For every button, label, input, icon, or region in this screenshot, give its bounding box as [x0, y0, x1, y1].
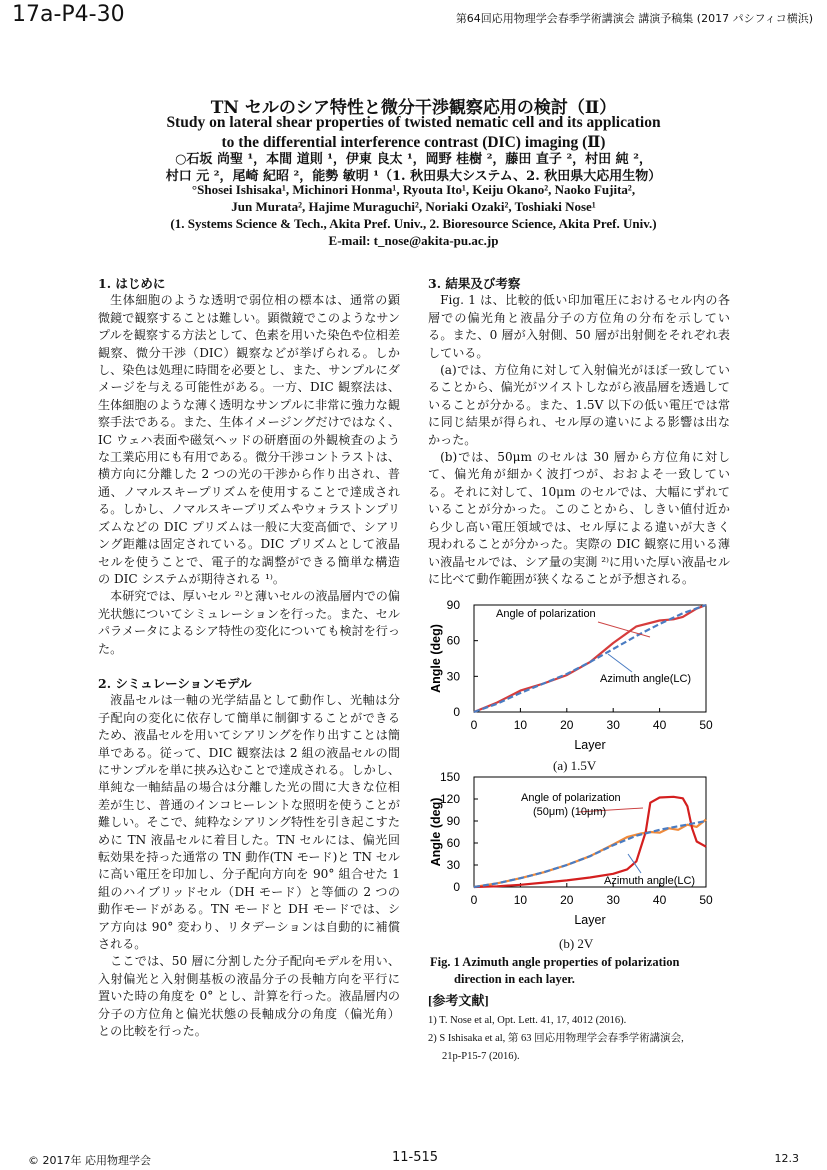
- references-heading: [参考文献]: [428, 993, 489, 1008]
- y-tick-label: 150: [439, 770, 460, 784]
- section-heading-results: 3. 結果及び考察: [428, 276, 521, 291]
- left-column: [98, 275, 400, 1040]
- x-tick-label: 10: [513, 893, 528, 907]
- x-tick-label: 0: [470, 893, 478, 907]
- x-tick-label: 10: [513, 718, 528, 732]
- annotation-leader: [608, 654, 632, 672]
- x-axis-label: Layer: [574, 738, 606, 752]
- results-paragraph-1: Fig. 1 は、比較的低い印加電圧におけるセル内の各層での偏光角と液晶分子の方位角の分布を示している。また、0 層が入射側、50 層が出射側をそれぞれ表している。: [428, 293, 730, 360]
- y-tick-label: 30: [446, 669, 460, 684]
- chart-b-svg: [428, 770, 728, 948]
- x-tick-label: 0: [470, 718, 478, 732]
- chart-a: [428, 600, 728, 782]
- paper-id: 17a-P4-30: [12, 2, 125, 27]
- x-tick-label: 20: [560, 718, 574, 732]
- annotation-label: Angle of polarization: [496, 608, 596, 620]
- x-tick-label: 20: [560, 893, 574, 907]
- x-tick-label: 50: [699, 718, 713, 732]
- simulation-paragraph-2: ここでは、50 層に分割した分子配向モデルを用い、入射偏光と入射側基板の液晶分子の長軸方向を平行に置いた時の角度を 0° とし、計算を行った。液晶層内の分子の方位角と偏光状態の長軸成分の角度（偏光角）との比較を行った。: [98, 954, 400, 1039]
- results-paragraph-3: (b)では、50μm のセルは 30 層から方位角に対して、偏光角が細かく波打つが、おおよそ一致している。それに対して、10μm のセルでは、大幅にずれていることが分かった。このことから、しきい値付近から少し高い電圧領域では、セル厚による違いが大きく現われることが分かった。実際の DIC 観察に用いる薄い液晶セルでは、シア量の実測 ²⁾に用いた厚い液晶セルに比べて動作範囲が狭くなることが予想される。: [428, 450, 730, 586]
- simulation-paragraph-1: 液晶セルは一軸の光学結晶として動作し、光軸は分子配向の変化に依存して簡単に制御することができるため、液晶セルを用いてシアリングを作り出すことは簡単である。従って、DIC 観察法は 2 組の液晶セルの間にサンプルを単に挟み込むことで達成される。しかし、単純な一軸結晶の場合は分離した光の間に大きな位相差が生じ、普通のインコヒーレントな照明を使うことが難しい。そこで、純粋なシアリング特性を引き起こすために TN 液晶セルに着目した。TN セルには、偏光回転効果を持った通常の TN 動作(TN モード)と TN セルに高い電圧を印加し、分子配向方向を 90° 組合せた 1 組のハイブリッドセル（DH モード）と等価の 2 つの動作モードがある。TN モードと DH モードでは、シア方向は 90° 変わり、リタデーションは自動的に補償される。: [98, 693, 400, 952]
- title-ja: TN セルのシア特性と微分干渉観察応用の検討（Ⅱ）: [210, 98, 617, 118]
- x-axis-label: Layer: [574, 913, 606, 927]
- authors-ja-line2: 村口 元 ²，尾崎 紀昭 ²，能勢 敏明 ¹（1. 秋田県大システム、2. 秋田県大応用生物）: [165, 169, 662, 184]
- y-tick-label: 0: [453, 705, 460, 719]
- figure-caption-line2: direction in each layer.: [454, 972, 575, 986]
- y-tick-label: 120: [439, 792, 460, 806]
- footer-page-number: 11-515: [392, 1150, 439, 1165]
- footer-code: 12.3: [774, 1152, 799, 1165]
- x-tick-label: 40: [652, 893, 667, 907]
- y-tick-label: 60: [446, 836, 460, 850]
- results-paragraph-2: (a)では、方位角に対して入射偏光がほぼ一致していることから、偏光がツイストしながら液晶層を透過していることが分かる。また、1.5V 以下の低い電圧では常に同じ結果が得られ、セル厚の違いによる影響は出なかった。: [428, 363, 730, 447]
- footer-copyright: © 2017年 応用物理学会: [28, 1154, 151, 1167]
- x-tick-label: 30: [606, 718, 620, 732]
- email: E-mail: t_nose@akita-pu.ac.jp: [328, 233, 499, 248]
- authors-ja-line1: ○石坂 尚聖 ¹，本間 道則 ¹，伊東 良太 ¹，岡野 桂樹 ²，藤田 直子 ²，村田 純 ²，: [175, 152, 652, 167]
- figure-caption: [430, 954, 740, 988]
- y-tick-label: 60: [446, 633, 460, 648]
- section-heading-intro: 1. はじめに: [98, 276, 166, 291]
- title-en-line2: to the differential interference contrast (DIC) imaging (Ⅱ): [221, 134, 606, 151]
- conference-name: 第64回応用物理学会春季学術講演会 講演予稿集 (2017 パシフィコ横浜): [455, 12, 813, 25]
- y-axis-label: Angle (deg): [429, 624, 443, 693]
- annotation-leader: [628, 854, 641, 873]
- annotation-label: Angle of polarization: [521, 792, 621, 804]
- x-tick-label: 50: [699, 893, 713, 907]
- references: [428, 992, 748, 1066]
- title-en-line1: Study on lateral shear properties of twisted nematic cell and its application: [166, 114, 661, 131]
- x-tick-label: 40: [652, 718, 667, 732]
- y-tick-label: 30: [446, 858, 460, 872]
- right-column: [428, 275, 730, 588]
- annotation-label: (50μm) (10μm): [533, 806, 607, 818]
- intro-paragraph-1: 生体細胞のような透明で弱位相の標本は、通常の顕微鏡で観察することは難しい。顕微鏡でこのようなサンプルを観察する方法として、色素を用いた染色や位相差観察、微分干渉（DIC）観察などが挙げられる。しかし、染色は処理に時間を必要とし、また、サンプルにダメージを与える可能性がある。一方、DIC 観察法は、生体細胞のような薄く透明なサンプルに非常に強力な観察手法である。また、生体イメージングだけではなく、IC ウェハ表面や磁気ヘッドの研磨面の外観検査のような工業応用にも有用である。微分干渉コントラストは、横方向に分離した 2 つの光の干渉から作り出され、普通、ノマルスキープリズムを使用することで達成される。しかし、ノマルスキープリズムやウォラストンプリズムなどの DIC プリズムは一般に大変高価で、シアリング距離は固定されている。DIC プリズムとして液晶セルを使うことで、電子的な調整ができる簡単な構造の DIC システムが期待される ¹⁾。: [98, 293, 400, 586]
- section-heading-simulation: 2. シミュレーションモデル: [98, 675, 252, 691]
- chart-b: [428, 770, 728, 952]
- y-tick-label: 0: [453, 880, 460, 894]
- authors-en-line1: °Shosei Ishisaka¹, Michinori Honma¹, Ryouta Ito¹, Keiju Okano², Naoko Fujita²,: [191, 182, 636, 197]
- figure-sublabel-b: (b) 2V: [559, 936, 594, 951]
- chart-a-svg: [428, 600, 728, 778]
- annotation-label: Azimuth angle(LC): [604, 875, 696, 887]
- reference-1: 1) T. Nose et al, Opt. Lett. 41, 17, 4012 (2016).: [428, 1015, 627, 1026]
- affiliations: (1. Systems Science & Tech., Akita Pref. Univ., 2. Bioresource Science, Akita Pref. Univ.): [170, 216, 657, 231]
- authors-en-line2: Jun Murata², Hajime Muraguchi², Noriaki Ozaki², Toshiaki Nose¹: [231, 199, 596, 214]
- series-line-0: [474, 605, 706, 712]
- figure-caption-line1: Fig. 1 Azimuth angle properties of polarization: [430, 955, 680, 969]
- y-tick-label: 90: [446, 600, 460, 612]
- reference-2b: 21p-P15-7 (2016).: [442, 1051, 520, 1062]
- y-axis-label: Angle (deg): [429, 797, 443, 867]
- reference-2a: 2) S Ishisaka et al, 第 63 回応用物理学会春季学術講演会,: [428, 1033, 684, 1044]
- figure-sublabel-a: (a) 1.5V: [553, 758, 597, 773]
- y-tick-label: 90: [446, 814, 460, 828]
- x-tick-label: 30: [606, 893, 620, 907]
- annotation-label: Azimuth angle(LC): [600, 673, 692, 685]
- intro-paragraph-2: 本研究では、厚いセル ²⁾と薄いセルの液晶層内での偏光状態についてシミュレーションを行った。また、セルパラメータによるシア特性の変化についても検討を行った。: [98, 589, 400, 656]
